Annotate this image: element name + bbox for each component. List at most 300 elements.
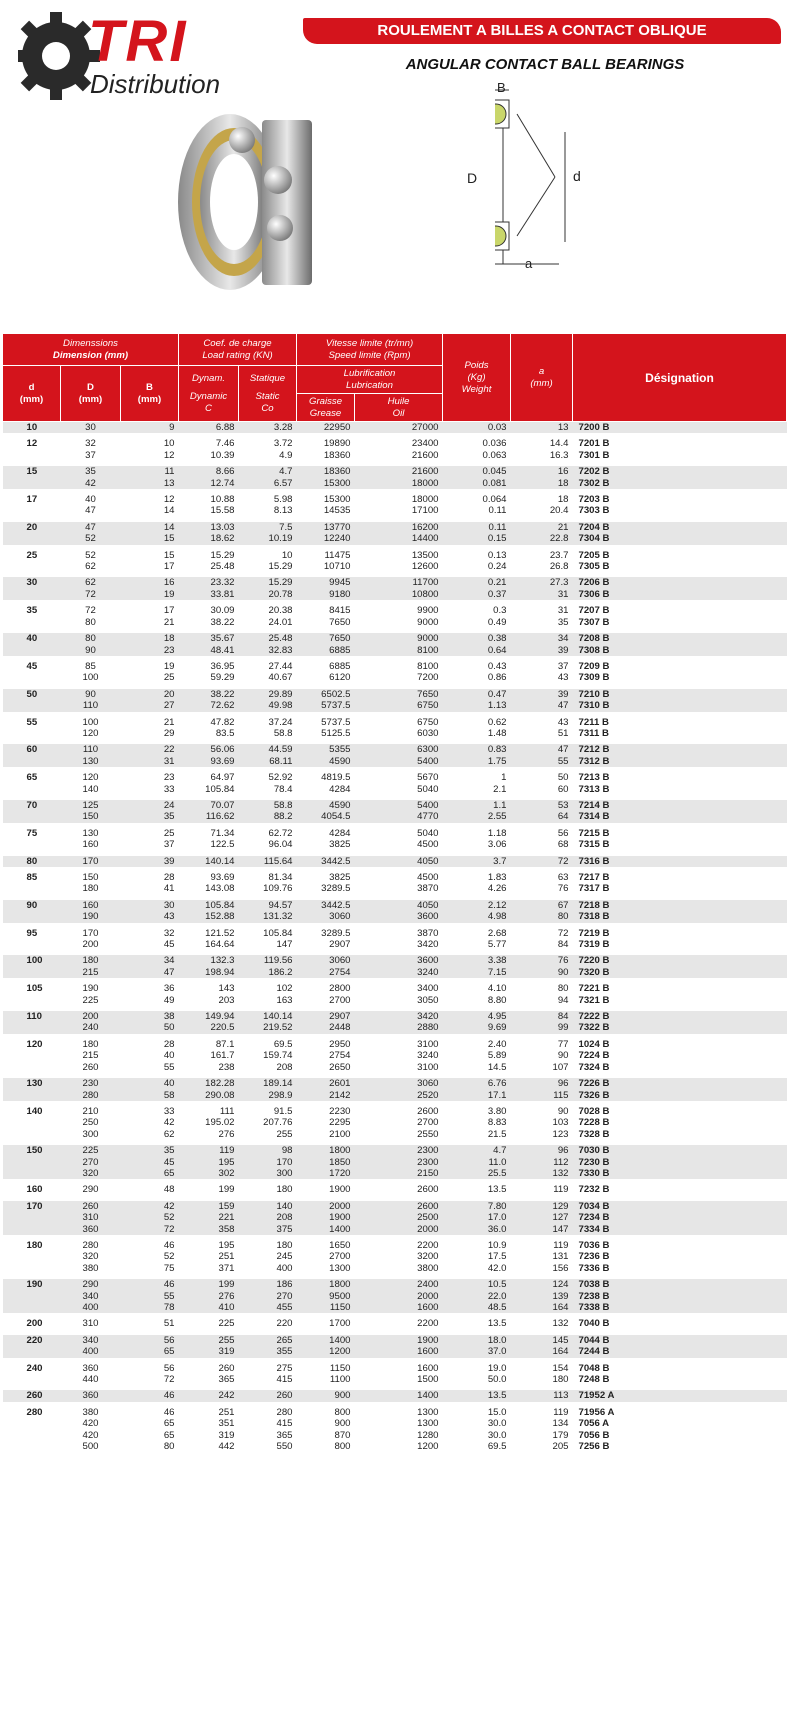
cell-value: 72 [163,1374,175,1386]
cell-value: 207.76 [263,1117,293,1129]
table-cell [355,853,443,869]
cell-value: 1850 [329,1156,351,1168]
table-cell [121,853,179,869]
cell-value: 7330 B [578,1167,610,1179]
cell-value: 17.0 [487,1212,507,1224]
table-cell [573,547,787,575]
diagram-label-D: D [467,170,478,186]
cell-value: 50.0 [487,1374,507,1386]
cell-value: 0.62 [487,716,507,728]
table-cell [443,1076,511,1104]
table-cell [355,631,443,659]
cell-value: 7208 B [578,633,610,645]
cell-value: 1.13 [487,700,507,712]
cell-value: 39 [163,855,175,867]
table-cell [239,1182,297,1198]
cell-value: 4050 [417,899,439,911]
cell-value: 22.0 [487,1290,507,1302]
cell-value: 265 [276,1334,293,1346]
table-cell [443,1036,511,1075]
cell-bore-d: 65 [3,770,61,798]
head-col-D: D (mm) [61,366,121,422]
cell-value: 131 [552,1251,569,1263]
table-cell [61,870,121,898]
table-cell [121,1277,179,1316]
cell-value: 10.5 [487,1279,507,1291]
table-cell [573,603,787,631]
cell-value: 2.12 [487,899,507,911]
cell-value: 3600 [417,911,439,923]
cell-value: 3.7 [493,855,507,867]
cell-value: 4284 [329,827,351,839]
cell-value: 12 [163,449,175,461]
cell-value: 2700 [329,1251,351,1263]
table-cell [511,1103,573,1142]
cell-value: 0.64 [487,644,507,656]
table-row [3,519,787,547]
table-cell [61,825,121,853]
table-cell [297,686,355,714]
cell-value: 7211 B [578,716,609,728]
brand-main: TRI [88,9,188,74]
cell-value: 14 [163,505,175,517]
table-cell [61,1076,121,1104]
table-cell [443,575,511,603]
table-cell [573,770,787,798]
cell-value: 28 [163,872,175,883]
cell-value: 30 [85,422,96,433]
table-cell [239,825,297,853]
cell-value: 7336 B [578,1262,610,1274]
table-cell [121,631,179,659]
cell-value: 35 [85,466,96,478]
cell-value: 380 [82,1406,99,1418]
table-cell [297,1360,355,1388]
cell-value: 45 [163,1156,175,1168]
table-row [3,492,787,520]
cell-value: 7238 B [578,1290,610,1302]
table-cell [511,603,573,631]
cell-value: 1800 [329,1145,351,1157]
cell-value: 0.13 [487,549,507,561]
table-cell [297,1182,355,1198]
table-cell [179,714,239,742]
table-cell [179,1316,239,1332]
cell-value: 15.29 [268,561,293,573]
cell-value: 1.1 [493,799,507,811]
cell-value: 62.72 [268,827,293,839]
cell-value: 1024 B [578,1038,610,1050]
table-cell [443,953,511,981]
cell-value: 7219 B [578,927,610,939]
head-vitesse: Vitesse limite (tr/mn) Speed limite (Rpm) [297,334,443,366]
cell-value: 7206 B [578,577,610,589]
cell-value: 3600 [417,955,439,967]
cell-value: 90 [85,688,96,700]
cell-value: 7214 B [578,799,610,811]
cell-value: 27.44 [268,660,293,672]
cell-value: 800 [334,1406,351,1418]
table-cell [121,603,179,631]
cell-value: 18 [557,477,569,489]
table-cell [61,686,121,714]
cell-value: 7210 B [578,688,610,700]
cell-value: 5125.5 [321,727,351,739]
cell-value: 11475 [324,549,351,561]
cell-value: 2295 [329,1117,351,1129]
cell-value: 51 [557,727,569,739]
cell-value: 0.47 [487,688,507,700]
cell-bore-d: 110 [3,1009,61,1037]
table-cell [511,1360,573,1388]
table-cell [239,1277,297,1316]
table-cell [61,770,121,798]
cell-value: 11700 [412,577,439,589]
cell-value: 3442.5 [321,855,351,867]
cell-value: 3420 [417,939,439,951]
cell-value: 20.38 [268,605,293,617]
cell-value: 410 [218,1302,235,1313]
table-cell [297,603,355,631]
cell-value: 455 [276,1302,293,1313]
table-cell [511,1388,573,1404]
table-cell [355,603,443,631]
table-cell [297,981,355,1009]
cell-value: 10.9 [487,1239,507,1251]
cell-value: 220 [276,1318,293,1330]
cell-value: 147 [552,1223,569,1235]
cell-value: 70.07 [210,799,235,811]
cell-bore-d: 50 [3,686,61,714]
table-cell [573,422,787,436]
cell-value: 276 [218,1290,235,1302]
cell-value: 1.18 [487,827,507,839]
cell-value: 1720 [329,1167,351,1179]
cell-value: 42 [85,477,96,489]
table-cell [573,714,787,742]
table-head [3,334,787,422]
cell-bore-d: 25 [3,547,61,575]
table-row [3,1332,787,1360]
cell-value: 7200 [417,672,439,684]
table-cell [443,925,511,953]
cell-value: 0.38 [487,633,507,645]
table-row [3,1036,787,1075]
cell-value: 1280 [417,1429,439,1441]
cell-value: 7310 B [578,700,610,712]
table-cell [179,1332,239,1360]
table-cell [179,870,239,898]
cell-value: 270 [82,1156,99,1168]
cell-value: 360 [82,1390,99,1402]
table-cell [511,686,573,714]
cell-bore-d: 12 [3,436,61,464]
table-cell [443,1277,511,1316]
cell-value: 208 [276,1061,293,1073]
table-cell [239,1009,297,1037]
table-cell [355,1182,443,1198]
cell-value: 5.89 [487,1050,507,1062]
cell-value: 2.68 [487,927,507,939]
cell-value: 200 [82,1011,99,1023]
table-cell [179,825,239,853]
cell-value: 8415 [329,605,351,617]
cell-value: 48.5 [487,1302,507,1313]
cell-value: 1150 [329,1302,351,1313]
table-cell [511,575,573,603]
table-cell [573,742,787,770]
cell-value: 2400 [417,1279,439,1291]
cell-value: 186.2 [268,966,293,978]
table-cell [355,825,443,853]
table-row [3,547,787,575]
cell-value: 280 [82,1089,99,1101]
cell-value: 219.52 [263,1022,293,1034]
table-row [3,686,787,714]
cell-value: 36.95 [210,660,235,672]
cell-bore-d: 40 [3,631,61,659]
cell-value: 37 [557,660,569,672]
cell-value: 302 [218,1167,235,1179]
cell-value: 38 [163,1011,175,1023]
cell-bore-d: 35 [3,603,61,631]
cell-value: 36.0 [487,1223,507,1235]
table-cell [573,853,787,869]
cell-value: 30.0 [487,1418,507,1430]
cell-value: 2600 [417,1200,439,1212]
head-lubrication: Lubrification Lubrication [297,366,443,394]
cell-value: 100 [82,716,99,728]
cell-value: 13 [557,422,569,433]
cell-value: 7312 B [578,755,610,767]
cell-value: 360 [82,1223,99,1235]
cell-value: 7213 B [578,772,610,784]
table-cell [573,464,787,492]
cell-value: 3289.5 [321,927,351,939]
cell-value: 0.24 [487,561,507,573]
cell-value: 1400 [329,1223,351,1235]
table-cell [297,1316,355,1332]
cell-value: 1600 [417,1346,439,1358]
table-cell [355,797,443,825]
table-cell [179,422,239,436]
table-cell [121,658,179,686]
cell-value: 18360 [323,449,351,461]
cell-value: 3442.5 [321,899,351,911]
diagram-label-a: a [525,256,533,271]
cell-value: 900 [334,1390,351,1402]
cell-value: 20.78 [268,588,293,600]
cell-value: 182.28 [205,1078,235,1090]
table-cell [573,953,787,981]
cell-value: 7204 B [578,521,610,533]
cell-value: 0.21 [487,577,507,589]
cell-value: 1200 [329,1346,351,1358]
table-row [3,897,787,925]
cell-value: 7316 B [578,855,610,867]
cell-value: 7650 [329,616,351,628]
cell-value: 18000 [411,494,439,506]
cell-value: 7205 B [578,549,610,561]
table-cell [297,1332,355,1360]
table-cell [511,547,573,575]
cell-value: 245 [276,1251,293,1263]
cell-bore-d: 10 [3,422,61,436]
cell-value: 113 [553,1390,569,1402]
cell-value: 9945 [329,577,351,589]
cell-value: 21.5 [487,1128,507,1140]
cell-value: 124 [552,1279,569,1291]
bearing-table-container [2,333,786,1457]
table-cell [61,742,121,770]
cell-value: 180 [82,955,99,967]
table-cell [61,981,121,1009]
table-cell [179,981,239,1009]
table-cell [355,1036,443,1075]
table-cell [61,492,121,520]
cell-value: 23400 [411,438,439,450]
table-cell [355,1404,443,1455]
cell-value: 34 [163,955,175,967]
cell-value: 260 [218,1362,235,1374]
table-cell [573,981,787,1009]
cell-value: 80 [557,983,569,995]
table-cell [239,981,297,1009]
table-cell [355,492,443,520]
table-cell [121,1404,179,1455]
table-row [3,464,787,492]
table-cell [239,742,297,770]
cell-bore-d: 100 [3,953,61,981]
table-cell [61,1182,121,1198]
table-cell [121,1143,179,1182]
cell-value: 251 [218,1406,235,1418]
cell-value: 400 [276,1262,293,1274]
cell-value: 129 [552,1200,569,1212]
table-cell [297,870,355,898]
cell-value: 40 [85,494,96,506]
cell-value: 2700 [329,994,351,1006]
cell-value: 27 [163,700,175,712]
cell-value: 17 [163,605,175,617]
cell-value: 0.063 [482,449,507,461]
table-cell [355,870,443,898]
table-cell [239,492,297,520]
table-cell [179,1388,239,1404]
cell-bore-d: 180 [3,1237,61,1276]
cell-value: 102 [276,983,293,995]
cell-value: 48 [163,1184,175,1196]
cell-value: 15.29 [268,577,293,589]
table-cell [121,492,179,520]
table-cell [121,1009,179,1037]
cell-value: 31 [163,755,175,767]
cell-value: 9000 [417,616,439,628]
table-row [3,1237,787,1276]
cell-value: 3400 [417,983,439,995]
cell-bore-d: 105 [3,981,61,1009]
cell-value: 340 [82,1290,99,1302]
cell-value: 23.32 [210,577,235,589]
cell-value: 83.5 [215,727,235,739]
cell-bore-d: 80 [3,853,61,869]
cell-value: 46 [163,1390,175,1402]
cell-value: 180 [552,1374,569,1386]
head-grease: Graisse Grease [297,394,355,422]
table-cell [121,1182,179,1198]
cell-bore-d: 280 [3,1404,61,1455]
table-cell [573,1076,787,1104]
table-cell [61,1316,121,1332]
table-cell [511,1237,573,1276]
cell-value: 0.045 [482,466,507,478]
table-cell [573,1198,787,1237]
cell-value: 255 [218,1334,235,1346]
cell-value: 7306 B [578,588,610,600]
table-cell [239,603,297,631]
cell-value: 3.80 [487,1105,507,1117]
cell-value: 17.1 [487,1089,507,1101]
table-cell [573,897,787,925]
cell-value: 351 [218,1418,235,1430]
cell-value: 93.69 [210,872,235,883]
cell-value: 88.2 [273,811,293,823]
table-cell [511,714,573,742]
cell-value: 15 [163,533,175,545]
table-cell [355,742,443,770]
cell-value: 0.3 [493,605,507,617]
table-cell [121,1332,179,1360]
cell-value: 77 [557,1038,569,1050]
cell-value: 156 [552,1262,569,1274]
cell-value: 5737.5 [321,716,351,728]
cell-value: 2.40 [487,1038,507,1050]
head-dynamic: Dynam. Dynamic C [179,366,239,422]
cell-value: 145 [552,1334,569,1346]
table-cell [573,1237,787,1276]
cell-value: 16.3 [549,449,569,461]
cell-value: 2650 [329,1061,351,1073]
cell-value: 7201 B [578,438,610,450]
cell-value: 170 [82,927,99,939]
cell-value: 6.57 [273,477,293,489]
cell-value: 18.62 [210,533,235,545]
cell-value: 2880 [417,1022,439,1034]
table-cell [121,436,179,464]
cell-value: 7256 B [578,1441,610,1453]
cell-value: 198.94 [205,966,235,978]
table-cell [511,770,573,798]
cell-value: 300 [276,1167,293,1179]
cell-value: 130 [82,755,99,767]
head-static: Statique Static Co [239,366,297,422]
cell-value: 360 [82,1362,99,1374]
table-row [3,981,787,1009]
cell-value: 3200 [417,1251,439,1263]
table-cell [355,714,443,742]
cell-value: 43 [557,672,569,684]
cell-value: 3100 [417,1038,439,1050]
cell-value: 4.98 [487,911,507,923]
cell-value: 123 [552,1128,569,1140]
cell-value: 6750 [417,716,439,728]
table-cell [443,492,511,520]
cell-value: 195 [218,1239,235,1251]
cell-value: 21 [163,716,175,728]
table-cell [297,714,355,742]
cell-value: 69.5 [273,1038,293,1050]
cell-value: 442 [218,1441,235,1453]
